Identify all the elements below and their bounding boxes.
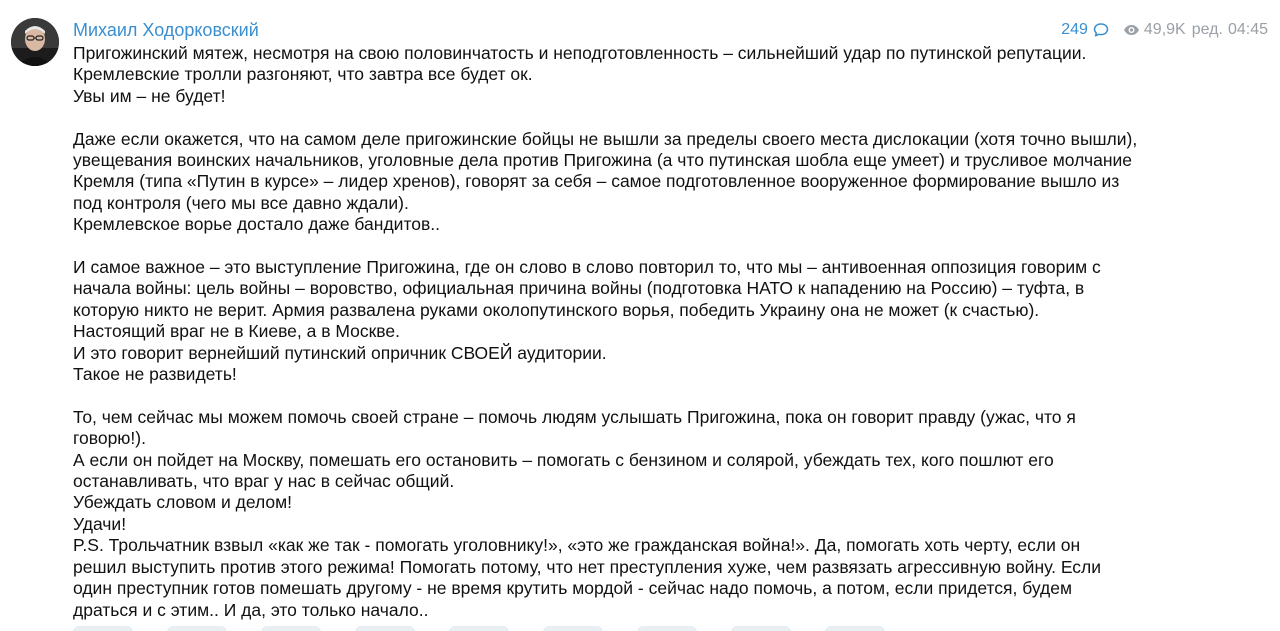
post-text-line: начала войны: цель войны – воровство, официальная причина войны (подготовка НАТО к нападению на Россию) – туфта, в <box>73 278 1085 299</box>
post-paragraph <box>73 129 1268 236</box>
eye-icon <box>1123 24 1140 36</box>
reaction-pill[interactable] <box>355 626 415 631</box>
comments-count: 249 <box>1061 21 1088 38</box>
comment-bubble-icon <box>1093 22 1109 38</box>
post-text-line: Убеждать словом и делом! <box>73 492 293 513</box>
post-paragraph <box>73 257 1268 385</box>
edited-label: ред. <box>1191 21 1223 38</box>
post-text-line: Настоящий враг не в Киеве, а в Москве. <box>73 321 401 342</box>
paragraph-spacer <box>73 236 1268 257</box>
post-text-line: Удачи! <box>73 513 127 534</box>
post-text-line: Увы им – не будет! <box>73 85 226 106</box>
post-text-line: И это говорит вернейший путинский опричник СВОЕЙ аудитории. <box>73 342 607 363</box>
post-paragraph <box>73 43 1268 107</box>
post-text-line: А если он пойдет на Москву, помешать его остановить – помогать с бензином и солярой, убеждать тех, кого пошлют его <box>73 449 1054 470</box>
views-count: 49,9K <box>1143 21 1186 38</box>
post-text-line: Кремлевское ворье достало даже бандитов.. <box>73 214 441 235</box>
post-text-line: P.S. Трольчатник взвыл «как же так - помогать уголовнику!», «это же гражданская война!». Да, помогать хоть черту, если он <box>73 535 1081 556</box>
reaction-pill[interactable] <box>73 626 133 631</box>
post-text <box>73 43 1268 621</box>
reaction-pill[interactable] <box>543 626 603 631</box>
paragraph-spacer <box>73 107 1268 128</box>
post-text-line: под контроля (чего мы все давно ждали). <box>73 192 409 213</box>
views-counter <box>1123 21 1186 39</box>
post-text-line: останавливать, что враг у нас в сейчас общий. <box>73 471 455 492</box>
post-text-line: решил выступить против этого режима! Помогать потому, что нет преступления хуже, чем развязать агрессивную войну. Если <box>73 556 1102 577</box>
reactions-row <box>73 626 973 631</box>
post-time: 04:45 <box>1227 21 1268 38</box>
reaction-pill[interactable] <box>637 626 697 631</box>
author-name[interactable]: Михаил Ходорковский <box>73 20 259 40</box>
avatar[interactable] <box>11 18 59 66</box>
post-text-line: И самое важное – это выступление Пригожина, где он слово в слово повторил то, что мы – антивоенная оппозиция говорим с <box>73 257 1101 278</box>
avatar-image <box>11 18 59 66</box>
post-text-line: Кремлевские тролли разгоняют, что завтра все будет ок. <box>73 64 533 85</box>
post-text-line: увещевания воинских начальников, уголовные дела против Пригожина (а что путинская шобла еще умеет) и трусливое молчание <box>73 150 1132 171</box>
post-meta <box>1061 19 1268 41</box>
comments-button[interactable] <box>1061 21 1109 39</box>
reaction-pill[interactable] <box>825 626 885 631</box>
reaction-pill[interactable] <box>167 626 227 631</box>
post-text-line: говорю!). <box>73 428 146 449</box>
reaction-pill[interactable] <box>449 626 509 631</box>
post-text-line: Даже если окажется, что на самом деле пригожинские бойцы не вышли за пределы своего места дислокации (хотя точно вышли), <box>73 128 1138 149</box>
post-text-line: Пригожинский мятеж, несмотря на свою половинчатость и неподготовленность – сильнейший удар по путинской репутации. <box>73 43 1087 63</box>
post-text-line: драться и с этим.. И да, это только начало.. <box>73 599 429 620</box>
post-paragraph <box>73 407 1268 621</box>
reaction-pill[interactable] <box>731 626 791 631</box>
reaction-pill[interactable] <box>261 626 321 631</box>
post-text-line: один преступник готов помешать другому - не время крутить мордой - сейчас надо помочь, а потом, если придется, будем <box>73 578 1073 599</box>
post-text-line: То, чем сейчас мы можем помочь своей стране – помочь людям услышать Пригожина, пока он говорит правду (ужас, что я <box>73 406 1076 427</box>
post-text-line: которую никто не верит. Армия развалена руками околопутинского ворья, победить Украину она не может (к счастью). <box>73 299 1040 320</box>
post-text-line: Такое не развидеть! <box>73 364 237 385</box>
post-text-line: Кремля (типа «Путин в курсе» – лидер хренов), говорят за себя – самое подготовленное вооруженное формирование вышло из <box>73 171 1120 192</box>
paragraph-spacer <box>73 385 1268 406</box>
